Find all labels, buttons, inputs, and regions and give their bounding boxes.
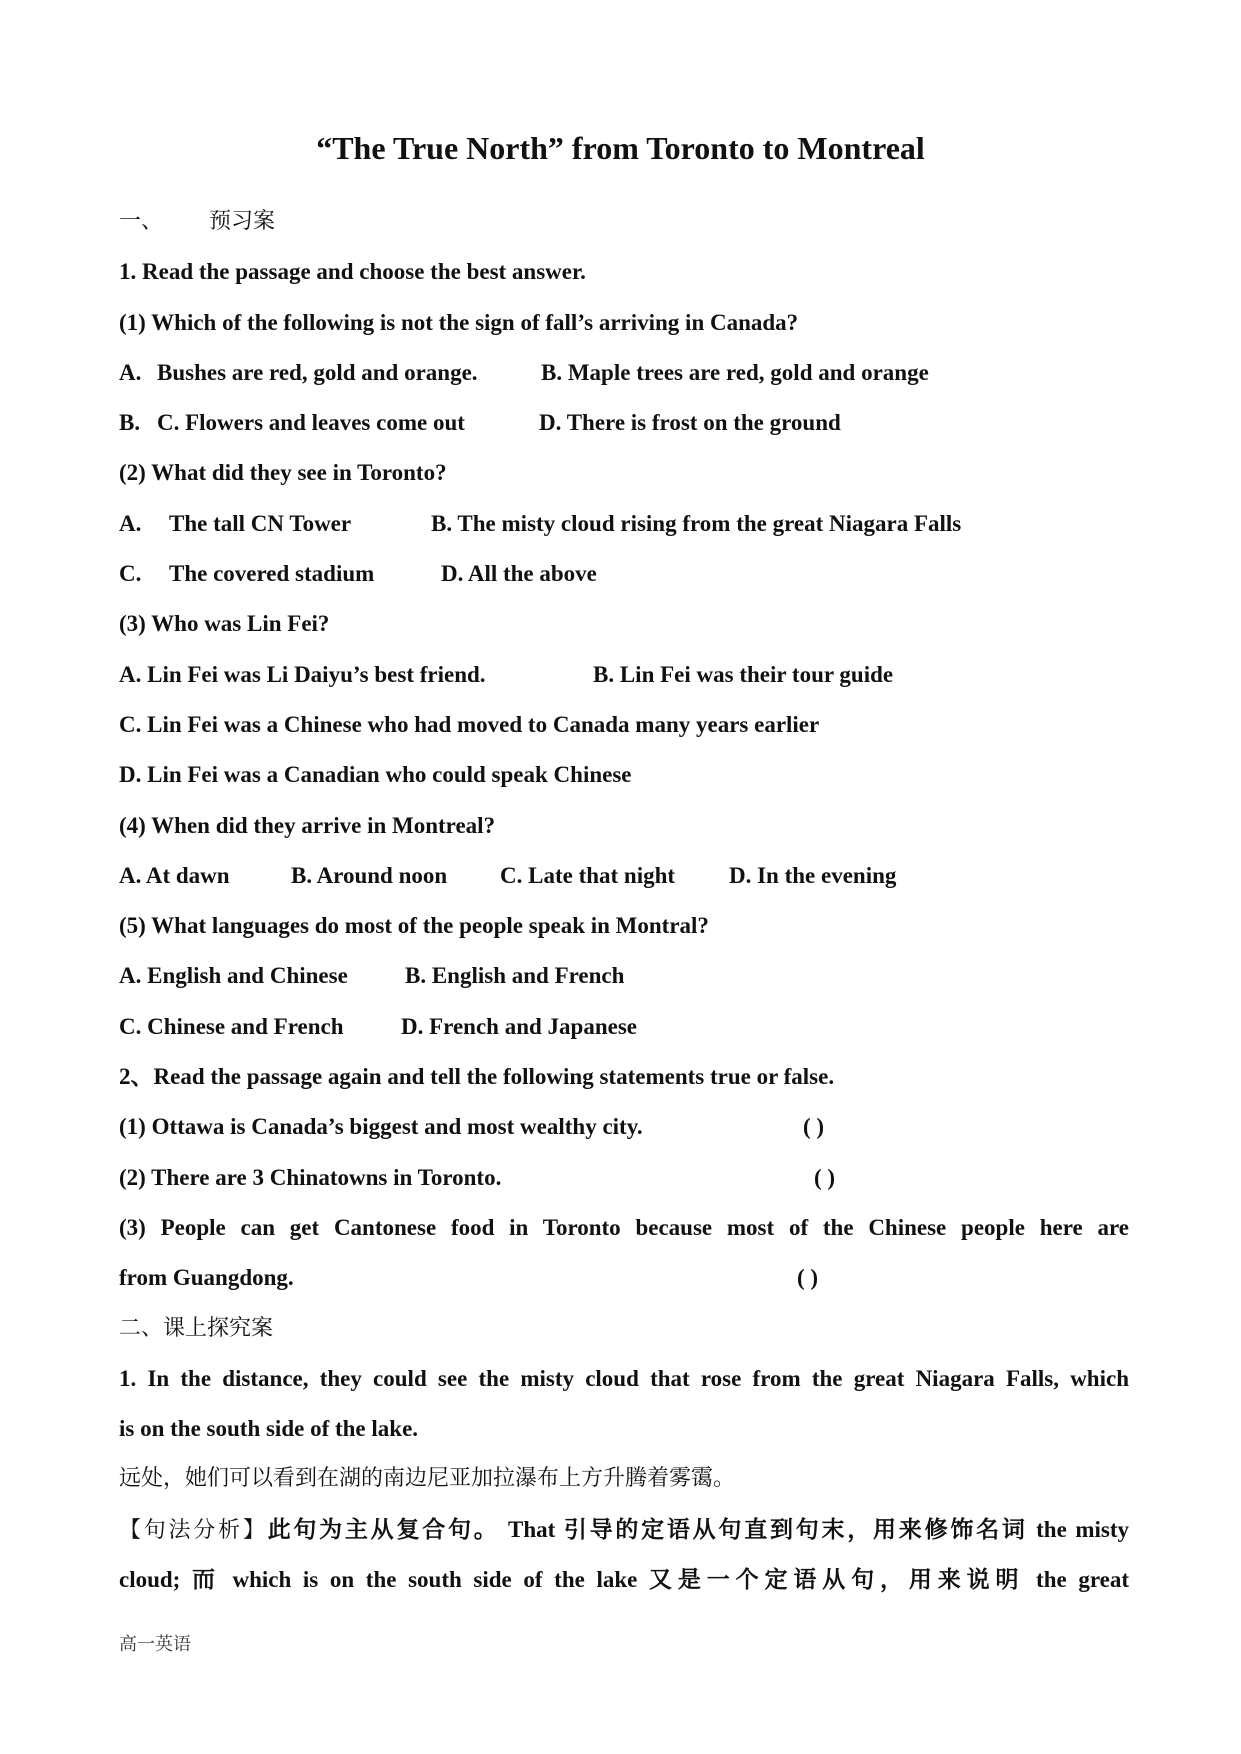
option-text: A. At dawn (119, 862, 230, 888)
statement-text: (1) Ottawa is Canada’s biggest and most wealthy city. (119, 1114, 643, 1140)
option-text: A. English and Chinese (119, 963, 348, 989)
page-footer: 高一英语 (119, 1634, 191, 1655)
option-text: D. All the above (441, 561, 597, 587)
option-row (119, 650, 1129, 700)
analysis-sentence-line1: 1. In the distance, they could see the misty cloud that rose from the great Niagara Falls, which (119, 1365, 1129, 1391)
question-stem: (2) What did they see in Toronto? (119, 460, 447, 486)
tf-statement-line1: (3) People can get Cantonese food in Toronto because most of the Chinese people here are (119, 1214, 1129, 1240)
option-row (119, 499, 1129, 549)
option-text: B. The misty cloud rising from the great Niagara Falls (431, 510, 962, 536)
analysis-translation: 远处，她们可以看到在湖的南边尼亚加拉瀑布上方升腾着雾霭。 (119, 1466, 736, 1492)
question-stem: (3) Who was Lin Fei? (119, 611, 330, 637)
answer-blank: ( ) (803, 1114, 825, 1140)
q2-title: 2、Read the passage again and tell the following statements true or false. (119, 1064, 835, 1090)
option-row (119, 398, 1129, 448)
option-row: C. Lin Fei was a Chinese who had moved to Canada many years earlier (119, 711, 820, 737)
answer-blank: ( ) (814, 1164, 836, 1190)
option-row (119, 951, 1129, 1001)
option-text: B. Around noon (291, 862, 448, 888)
page-title: “The True North” from Toronto to Montreal (316, 130, 925, 166)
section1-number: 一、 (119, 209, 164, 234)
option-text: D. In the evening (729, 862, 897, 888)
statement-text: from Guangdong. (119, 1265, 294, 1291)
question-stem: (4) When did they arrive in Montreal? (119, 812, 496, 838)
option-text: The covered stadium (169, 561, 375, 587)
analysis-sentence-line2: is on the south side of the lake. (119, 1416, 419, 1442)
option-text: D. There is frost on the ground (539, 410, 841, 436)
option-letter: A. (119, 359, 142, 385)
q1-title: 1. Read the passage and choose the best answer. (119, 259, 586, 285)
option-text: A. Lin Fei was Li Daiyu’s best friend. (119, 661, 486, 687)
option-letter: C. (119, 561, 142, 587)
document-body (119, 197, 1129, 1605)
option-text: C. Flowers and leaves come out (157, 410, 465, 436)
section1-heading (119, 197, 1129, 247)
option-row (119, 549, 1129, 599)
syntax-analysis-line1 (119, 1505, 1129, 1555)
section1-title: 预习案 (209, 209, 276, 234)
statement-text: (2) There are 3 Chinatowns in Toronto. (119, 1164, 502, 1190)
option-text: Bushes are red, gold and orange. (157, 359, 478, 385)
option-letter: B. (119, 410, 141, 436)
option-row: D. Lin Fei was a Canadian who could speak Chinese (119, 762, 632, 788)
syntax-analysis-line2: cloud; 而 which is on the south side of the lake 又是一个定语从句，用来说明 the great (119, 1567, 1129, 1593)
option-text: B. Lin Fei was their tour guide (593, 661, 894, 687)
syntax-label: 【句法分析】 (119, 1517, 268, 1543)
option-row (119, 851, 1129, 901)
question-stem: (1) Which of the following is not the sign of fall’s arriving in Canada? (119, 309, 799, 335)
section2-heading: 二、课上探究案 (119, 1315, 274, 1341)
syntax-text: 此句为主从复合句。 That 引导的定语从句直到句末，用来修饰名词 the misty (267, 1516, 1129, 1542)
option-letter: A. (119, 510, 142, 536)
option-text: B. Maple trees are red, gold and orange (541, 359, 929, 385)
option-row (119, 1002, 1129, 1052)
option-text: The tall CN Tower (169, 510, 352, 536)
tf-statement-line2 (119, 1253, 1129, 1303)
tf-statement (119, 1153, 1129, 1203)
option-text: C. Chinese and French (119, 1013, 344, 1039)
tf-statement (119, 1102, 1129, 1152)
option-text: C. Late that night (500, 862, 676, 888)
answer-blank: ( ) (797, 1265, 819, 1291)
question-stem: (5) What languages do most of the people speak in Montral? (119, 913, 709, 939)
option-text: B. English and French (405, 963, 625, 989)
option-text: D. French and Japanese (401, 1013, 637, 1039)
option-row (119, 348, 1129, 398)
